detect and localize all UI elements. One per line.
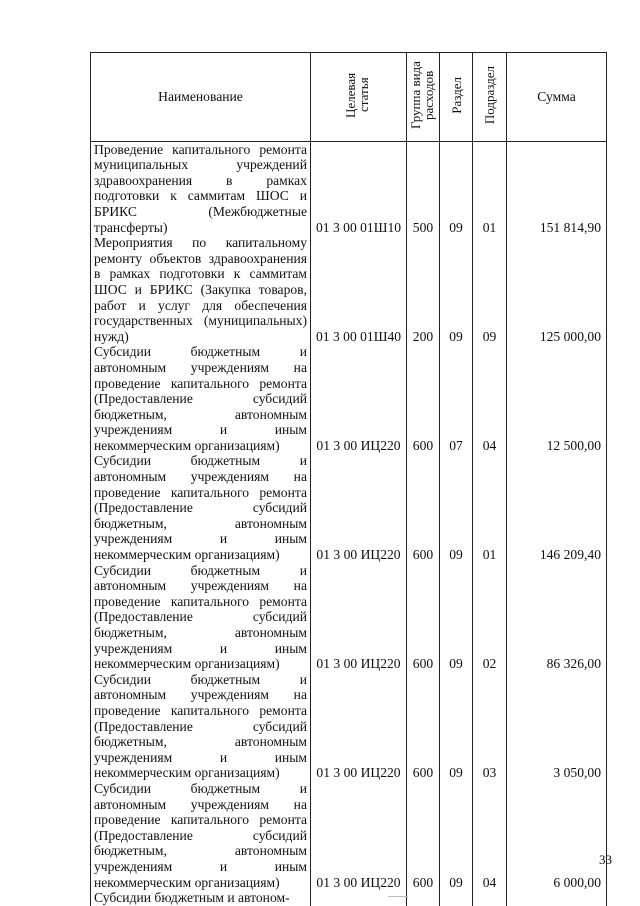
- cell-expense-group: 500: [407, 141, 440, 235]
- cell-sum: 125 000,00: [507, 235, 607, 344]
- header-section: Раздел: [440, 53, 473, 142]
- cell-sum: 151 814,90: [507, 141, 607, 235]
- table-row: [91, 781, 607, 890]
- cell-section: 07: [440, 344, 473, 453]
- table-row: [91, 890, 607, 906]
- cell-section: [440, 890, 473, 906]
- table-body: [91, 141, 607, 906]
- cell-sum: 86 326,00: [507, 563, 607, 672]
- cell-section: 09: [440, 563, 473, 672]
- cell-target: 01 3 00 ИЦ220: [311, 563, 407, 672]
- cell-sum: 12 500,00: [507, 344, 607, 453]
- cell-sum: 3 050,00: [507, 672, 607, 781]
- cell-name: Проведение капитального ремонта муниципальных учреждений здравоохранения в рамках подготовки к саммитам ШОС и БРИКС (Межбюджетные трансферты): [91, 141, 311, 235]
- table-row: [91, 453, 607, 562]
- cell-section: 09: [440, 235, 473, 344]
- cell-name: Субсидии бюджетным и автономным учреждениям на проведение капитального ремонта (Предоставление субсидий бюджетным, автономным учреждениям и иным некоммерческим организациям): [91, 563, 311, 672]
- table-row: [91, 235, 607, 344]
- cell-subsection: 04: [473, 344, 507, 453]
- scan-artifact: [388, 896, 408, 897]
- cell-sum: 6 000,00: [507, 781, 607, 890]
- page-number: 33: [599, 852, 612, 867]
- cell-target: 01 3 00 ИЦ220: [311, 453, 407, 562]
- table-row: [91, 141, 607, 235]
- cell-target: 01 3 00 01Ш10: [311, 141, 407, 235]
- header-group: Группа вида расходов: [407, 53, 440, 142]
- table-header: [91, 53, 607, 142]
- cell-subsection: 02: [473, 563, 507, 672]
- cell-target: 01 3 00 ИЦ220: [311, 781, 407, 890]
- cell-section: 09: [440, 781, 473, 890]
- cell-subsection: 01: [473, 141, 507, 235]
- header-sum: Сумма: [507, 53, 607, 142]
- cell-target: 01 3 00 01Ш40: [311, 235, 407, 344]
- cell-subsection: 03: [473, 672, 507, 781]
- cell-subsection: 09: [473, 235, 507, 344]
- cell-name: Мероприятия по капитальному ремонту объектов здравоохранения в рамках подготовки к саммитам ШОС и БРИКС (Закупка товаров, работ и услуг для обеспечения государственных (муниципальных) нужд): [91, 235, 311, 344]
- cell-subsection: 01: [473, 453, 507, 562]
- cell-target: 01 3 00 ИЦ220: [311, 672, 407, 781]
- cell-section: 09: [440, 672, 473, 781]
- cell-expense-group: 600: [407, 781, 440, 890]
- cell-target: [311, 890, 407, 906]
- cell-sum: [507, 890, 607, 906]
- cell-section: 09: [440, 453, 473, 562]
- cell-name: Субсидии бюджетным и автономным учреждениям на проведение капитального ремонта (Предоставление субсидий бюджетным, автономным учреждениям и иным некоммерческим организациям): [91, 453, 311, 562]
- cell-expense-group: 600: [407, 672, 440, 781]
- cell-subsection: 04: [473, 781, 507, 890]
- cell-expense-group: 600: [407, 563, 440, 672]
- cell-name: Субсидии бюджетным и автоном-: [91, 890, 311, 906]
- cell-target: 01 3 00 ИЦ220: [311, 344, 407, 453]
- table-row: [91, 672, 607, 781]
- cell-expense-group: 600: [407, 453, 440, 562]
- table-row: [91, 344, 607, 453]
- cell-subsection: [473, 890, 507, 906]
- cell-section: 09: [440, 141, 473, 235]
- cell-sum: 146 209,40: [507, 453, 607, 562]
- cell-expense-group: [407, 890, 440, 906]
- cell-name: Субсидии бюджетным и автономным учреждениям на проведение капитального ремонта (Предоставление субсидий бюджетным, автономным учреждениям и иным некоммерческим организациям): [91, 781, 311, 890]
- budget-table: [90, 52, 607, 906]
- cell-name: Субсидии бюджетным и автономным учреждениям на проведение капитального ремонта (Предоставление субсидий бюджетным, автономным учреждениям и иным некоммерческим организациям): [91, 672, 311, 781]
- header-target: Целевая статья: [311, 53, 407, 142]
- cell-name: Субсидии бюджетным и автономным учреждениям на проведение капитального ремонта (Предоставление субсидий бюджетным, автономным учреждениям и иным некоммерческим организациям): [91, 344, 311, 453]
- table-row: [91, 563, 607, 672]
- header-subsection: Подраздел: [473, 53, 507, 142]
- cell-expense-group: 200: [407, 235, 440, 344]
- header-name: Наименование: [91, 53, 311, 142]
- cell-expense-group: 600: [407, 344, 440, 453]
